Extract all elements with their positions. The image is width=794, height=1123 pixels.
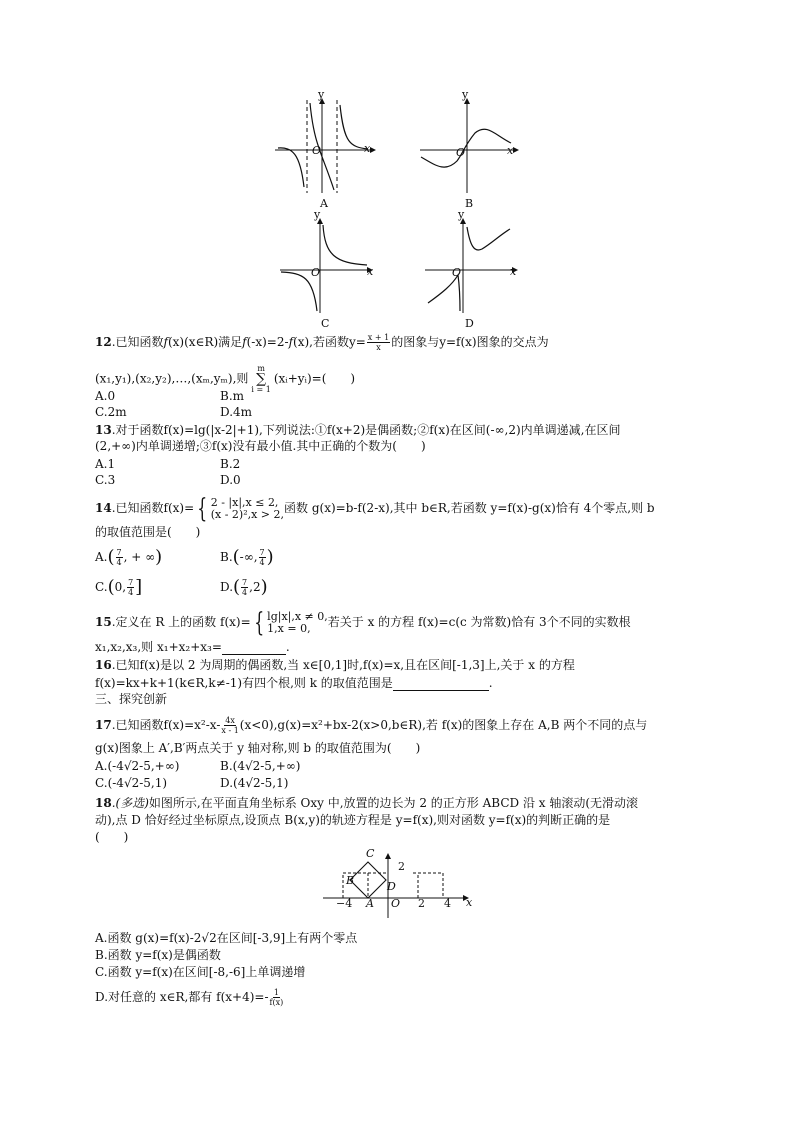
q12-option-a: A.0 <box>95 389 116 403</box>
q18-number: 18 <box>95 796 112 810</box>
q16-line2: f(x)=kx+k+1(k∈R,k≠-1)有四个根,则 k 的取值范围是 . <box>95 676 493 690</box>
q14-line1 <box>95 494 655 522</box>
q17-option-d: D.(4√2-5,1) <box>220 776 289 790</box>
q18-line2: 动),点 D 恰好经过坐标原点,设顶点 B(x,y)的轨迹方程是 y=f(x),则对函数 y=f(x)的判断正确的是 <box>95 813 611 827</box>
q18-fig-x-label: x <box>466 896 473 909</box>
q12-text4: (x),若函数y= <box>293 335 366 349</box>
q15-answer-blank[interactable] <box>222 638 286 655</box>
q13-option-d: D.0 <box>220 473 241 487</box>
q17-text1: .已知函数f(x)=x²-x- <box>111 718 221 732</box>
q12-option-d: D.4m <box>220 405 253 419</box>
q12-number: 12 <box>95 335 112 349</box>
q14-option-b: B.(-∞, $\frac{7}{4}$ ) <box>220 546 274 568</box>
q13-option-b: B.2 <box>220 457 241 471</box>
q15-line2: x₁,x₂,x₃,则 x₁+x₂+x₃= . <box>95 640 290 654</box>
graph-c-caption: C <box>321 317 330 330</box>
q17-line1 <box>95 714 647 736</box>
graph-b-y-label: y <box>462 88 469 101</box>
q18-fig-tick-2: 2 <box>418 897 425 910</box>
q18-option-a: A.函数 g(x)=f(x)-2√2在区间[-3,9]上有两个零点 <box>95 931 358 945</box>
q12-option-b: B.m <box>220 389 245 403</box>
q12-line2-end: (xᵢ+yᵢ)=( ) <box>273 371 356 386</box>
q15-number: 15 <box>95 615 112 629</box>
q18-tag: .(多选) <box>111 796 149 810</box>
graph-d-caption: D <box>465 317 474 330</box>
q14-piecewise: { 2 - |x|,x ≤ 2, (x - 2)²,x > 2, <box>197 493 285 524</box>
q18-fig-label-d: D <box>387 880 396 893</box>
q12-sum: m ∑ i = 1 <box>251 364 271 394</box>
q14-text1: .已知函数f(x)= <box>111 501 195 515</box>
q18-option-b: B.函数 y=f(x)是偶函数 <box>95 948 221 962</box>
q15-line1 <box>95 608 631 636</box>
q17-fraction: $\frac{4x}{x - 1}$ <box>221 716 239 735</box>
q17-number: 17 <box>95 718 112 732</box>
q18-line1-text: 如图所示,在平面直角坐标系 Oxy 中,放置的边长为 2 的正方形 ABCD 沿 x 轴滚动(无滑动滚 <box>148 796 639 810</box>
q13-option-c: C.3 <box>95 473 116 487</box>
q14-line2: 的取值范围是( ) <box>95 525 201 539</box>
q12-fraction: $\frac{x + 1}{x}$ <box>367 333 390 352</box>
q15-text1: .定义在 R 上的函数 f(x)= <box>111 615 251 629</box>
q14-text2: 函数 g(x)=b-f(2-x),其中 b∈R,若函数 y=f(x)-g(x)恰有 4个零点,则 b <box>284 501 655 515</box>
q16-line1-text: .已知f(x)是以 2 为周期的偶函数,当 x∈[0,1]时,f(x)=x,且在区间[-1,3]上,关于 x 的方程 <box>111 658 575 672</box>
q18-line1 <box>95 795 638 811</box>
q18-fig-label-a: A <box>366 897 374 910</box>
q18-fig-tick-minus4: −4 <box>336 897 353 910</box>
graph-d-y-label: y <box>458 208 465 221</box>
q13-option-a: A.1 <box>95 457 116 471</box>
q12-text3: (-x)=2- <box>246 335 289 349</box>
q13-line2: (2,+∞)内单调递增;③f(x)没有最小值.其中正确的个数为( ) <box>95 439 426 453</box>
q16-line2-text: f(x)=kx+k+1(k∈R,k≠-1)有四个根,则 k 的取值范围是 <box>95 676 393 690</box>
graph-b-caption: B <box>465 197 474 210</box>
q18-fig-y-tick-2: 2 <box>398 860 405 873</box>
q15-text2: 若关于 x 的方程 f(x)=c(c 为常数)恰有 3个不同的实数根 <box>327 615 631 629</box>
q16-number: 16 <box>95 658 112 672</box>
q18-fig-tick-4: 4 <box>444 897 451 910</box>
q12-text1: .已知函数 <box>111 335 164 349</box>
q16-answer-blank[interactable] <box>393 674 489 691</box>
graph-d-x-label: x <box>510 265 517 278</box>
graph-c-y-label: y <box>314 208 321 221</box>
q17-option-b: B.(4√2-5,+∞) <box>220 759 301 773</box>
graph-a-caption: A <box>320 197 328 210</box>
q13-number: 13 <box>95 423 112 437</box>
q12-option-c: C.2m <box>95 405 127 419</box>
q14-option-c: C.(0, $\frac{7}{4}$ ] <box>95 576 143 598</box>
q12-text2: (x)(x∈R)满足 <box>167 335 243 349</box>
graph-a-y-label: y <box>318 88 325 101</box>
q17-text2: (x<0),g(x)=x²+bx-2(x>0,b∈R),若 f(x)的图象上存在 A,B 两个不同的点与 <box>239 718 648 732</box>
graph-b-origin: O <box>456 146 466 159</box>
graph-c <box>275 215 380 315</box>
q13-line1 <box>95 422 620 438</box>
q18-line3: ( ) <box>95 830 129 844</box>
q13-line1-text: .对于函数f(x)=lg(|x-2|+1),下列说法:①f(x+2)是偶函数;②f(x)在区间(-∞,2)内单调递减,在区间 <box>111 423 621 437</box>
graph-c-x-label: x <box>367 265 374 278</box>
q17-option-c: C.(-4√2-5,1) <box>95 776 168 790</box>
q12-text5: 的图象与y=f(x)图象的交点为 <box>391 335 549 349</box>
graph-b-x-label: x <box>507 144 514 157</box>
q18-option-d: D.对任意的 x∈R,都有 f(x+4)=- $\frac{1}{f(x)}$ <box>95 988 284 1007</box>
q18-fig-origin: O <box>391 897 401 910</box>
graph-d-origin: O <box>452 266 462 279</box>
graph-a-origin: O <box>312 144 322 157</box>
q12-line1: 12.已知函数f(x)(x∈R)满足f(-x)=2-f(x),若函数y= $\frac{x + 1}{x}$ 的图象与y=f(x)图象的交点为 <box>95 333 549 352</box>
q16-line1 <box>95 657 575 673</box>
q14-option-d: D.( $\frac{7}{4}$ ,2) <box>220 576 268 598</box>
q17-line2: g(x)图象上 A′,B′两点关于 y 轴对称,则 b 的取值范围为( ) <box>95 741 421 755</box>
section-heading: 三、探究创新 <box>95 692 168 706</box>
q15-line2-text: x₁,x₂,x₃,则 x₁+x₂+x₃= <box>95 640 222 654</box>
graph-a-x-label: x <box>364 142 371 155</box>
q15-piecewise: { lg|x|,x ≠ 0, 1,x = 0, <box>253 607 328 638</box>
q18-fig-label-c: C <box>366 847 375 860</box>
q14-option-a: A.( $\frac{7}{4}$ , + ∞) <box>95 546 163 568</box>
q17-option-a: A.(-4√2-5,+∞) <box>95 759 180 773</box>
q18-option-c: C.函数 y=f(x)在区间[-8,-6]上单调递增 <box>95 965 306 979</box>
q18-fig-label-b: B <box>346 874 355 887</box>
q14-number: 14 <box>95 501 112 515</box>
graph-c-origin: O <box>311 266 321 279</box>
q12-line2-text: (x₁,y₁),(x₂,y₂),…,(xₘ,yₘ),则 <box>95 371 249 386</box>
